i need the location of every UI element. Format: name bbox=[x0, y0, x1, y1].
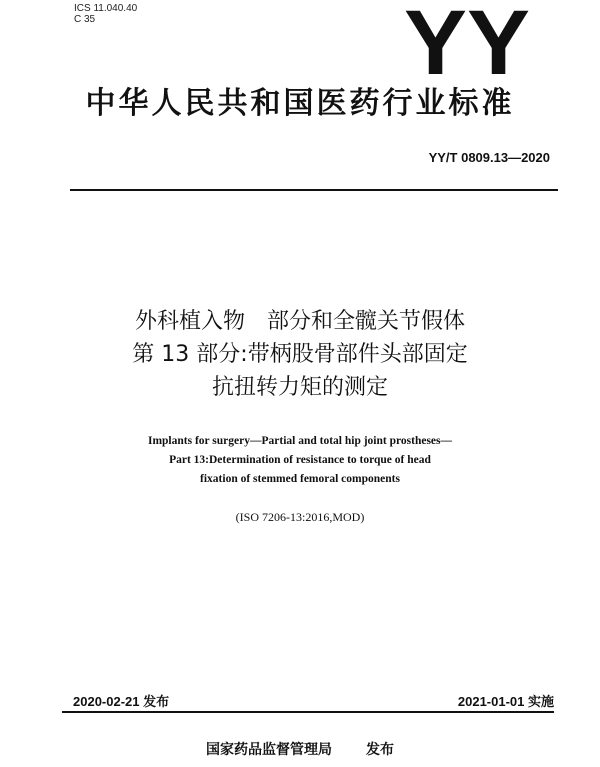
header-divider bbox=[70, 189, 558, 191]
publish-label: 发布 bbox=[366, 742, 394, 758]
english-title-line: Implants for surgery—Partial and total hip joint prostheses— bbox=[147, 435, 452, 447]
publisher-line bbox=[0, 739, 600, 759]
publisher-name: 国家药品监督管理局 bbox=[206, 742, 332, 758]
ccs-code: C 35 bbox=[74, 14, 96, 25]
chinese-title-line: 外科植入物 部分和全髋关节假体 bbox=[134, 309, 465, 334]
chinese-title bbox=[0, 305, 600, 404]
chinese-title-line: 第 13 部分:带柄股骨部件头部固定 bbox=[132, 342, 468, 367]
iso-reference: (ISO 7206-13:2016,MOD) bbox=[235, 510, 365, 524]
english-title bbox=[0, 432, 600, 489]
standard-number: YY/T 0809.13—2020 bbox=[428, 150, 550, 165]
yy-logo-text: YY bbox=[404, 4, 530, 80]
chinese-title-line: 抗扭转力矩的测定 bbox=[211, 375, 388, 400]
ics-code: ICS 11.040.40 bbox=[74, 3, 138, 14]
agency-title: 中华人民共和国医药行业标准 bbox=[85, 86, 515, 121]
classification-codes bbox=[74, 3, 137, 25]
footer-divider bbox=[62, 711, 554, 713]
issue-date: 2020-02-21 发布 bbox=[73, 694, 170, 709]
english-title-line: Part 13:Determination of resistance to torque of head bbox=[169, 454, 431, 466]
english-title-line: fixation of stemmed femoral components bbox=[200, 473, 400, 485]
implementation-date: 2021-01-01 实施 bbox=[457, 694, 554, 709]
yy-logo bbox=[402, 4, 532, 80]
